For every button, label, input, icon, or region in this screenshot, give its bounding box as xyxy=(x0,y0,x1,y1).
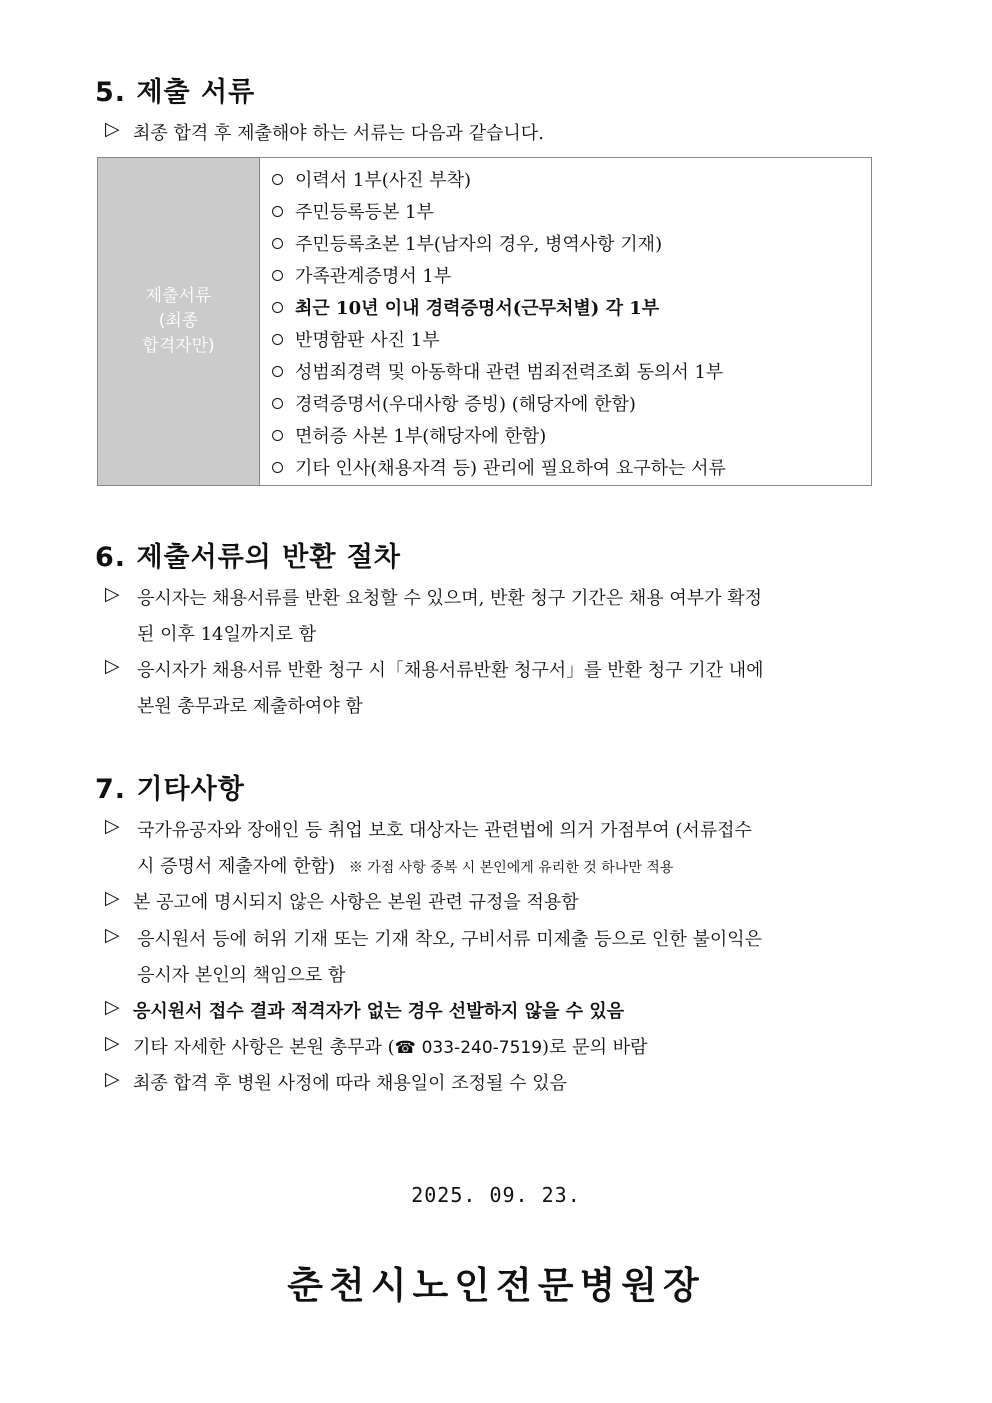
triangle-bullet-icon: ▷ xyxy=(105,1068,120,1090)
triangle-bullet-icon: ▷ xyxy=(105,996,120,1018)
circle-bullet-icon xyxy=(272,398,283,409)
section-5-intro: 최종 합격 후 제출해야 하는 서류는 다음과 같습니다. xyxy=(133,123,544,144)
document-item xyxy=(272,357,871,389)
document-item-text: 면허증 사본 1부(해당자에 한함) xyxy=(295,426,547,447)
documents-table xyxy=(97,157,872,486)
triangle-bullet-icon: ▷ xyxy=(105,655,120,677)
circle-bullet-icon xyxy=(272,206,283,217)
documents-label-text: 제출서류 (최종 합격자만) xyxy=(142,286,215,356)
s7-bullet-1-line-2a: 시 증명서 제출자에 한함) xyxy=(137,856,336,877)
document-item xyxy=(272,165,871,197)
s7-bullet-3-line-2: 응시자 본인의 책임으로 함 xyxy=(137,965,346,986)
s7-bullet-1-line-1: 국가유공자와 장애인 등 취업 보호 대상자는 관련법에 의거 가점부여 (서류접수 xyxy=(137,820,752,841)
triangle-bullet-icon: ▷ xyxy=(105,815,120,837)
phone-number: 033-240-7519 xyxy=(421,1038,543,1058)
section-6-heading: 6. 제출서류의 반환 절차 xyxy=(95,542,401,573)
circle-bullet-icon xyxy=(272,366,283,377)
triangle-bullet-icon: ▷ xyxy=(105,118,120,140)
document-item xyxy=(272,389,871,421)
s6-bullet-1-line-1: 응시자는 채용서류를 반환 요청할 수 있으며, 반환 청구 기간은 채용 여부가 확정 xyxy=(137,588,763,609)
circle-bullet-icon xyxy=(272,462,283,473)
section-7-heading: 7. 기타사항 xyxy=(95,774,245,805)
circle-bullet-icon xyxy=(272,302,283,313)
phone-icon: ☎ xyxy=(394,1038,416,1058)
s6-bullet-2-line-1: 응시자가 채용서류 반환 청구 시「채용서류반환 청구서」를 반환 청구 기간 내에 xyxy=(137,660,764,681)
s7-bullet-1-line-2 xyxy=(137,852,673,878)
s7-bullet-5 xyxy=(133,1033,647,1059)
document-item-text: 최근 10년 이내 경력증명서(근무처별) 각 1부 xyxy=(295,298,660,319)
s7-bullet-3-line-1: 응시원서 등에 허위 기재 또는 기재 착오, 구비서류 미제출 등으로 인한 불이익은 xyxy=(137,929,763,950)
triangle-bullet-icon: ▷ xyxy=(105,1032,120,1054)
documents-list xyxy=(260,158,872,486)
circle-bullet-icon xyxy=(272,270,283,281)
circle-bullet-icon xyxy=(272,174,283,185)
section-5-heading: 5. 제출 서류 xyxy=(95,77,256,108)
s7-bullet-2: 본 공고에 명시되지 않은 사항은 본원 관련 규정을 적용함 xyxy=(133,892,579,913)
document-date: 2025. 09. 23. xyxy=(411,1183,581,1207)
document-item-text: 가족관계증명서 1부 xyxy=(295,266,452,287)
document-item xyxy=(272,325,871,357)
s7-bullet-5-pre: 기타 자세한 사항은 본원 총무과 ( xyxy=(133,1037,395,1058)
s7-bullet-5-post: )로 문의 바람 xyxy=(542,1037,648,1058)
document-item xyxy=(272,197,871,229)
s6-bullet-2-line-2: 본원 총무과로 제출하여야 함 xyxy=(137,696,363,717)
document-item-text: 주민등록등본 1부 xyxy=(295,202,434,223)
document-item-text: 경력증명서(우대사항 증빙) (해당자에 한함) xyxy=(295,394,636,415)
s7-bullet-4: 응시원서 접수 결과 적격자가 없는 경우 선발하지 않을 수 있음 xyxy=(133,1001,625,1022)
document-item-text: 기타 인사(채용자격 등) 관리에 필요하여 요구하는 서류 xyxy=(295,458,726,479)
document-item-text: 반명함판 사진 1부 xyxy=(295,330,440,351)
document-item-text: 성범죄경력 및 아동학대 관련 범죄전력조회 동의서 1부 xyxy=(295,362,724,383)
document-item-text: 주민등록초본 1부(남자의 경우, 병역사항 기재) xyxy=(295,234,663,255)
circle-bullet-icon xyxy=(272,334,283,345)
s7-bullet-1-note: ※ 가점 사항 중복 시 본인에게 유리한 것 하나만 적용 xyxy=(348,860,674,876)
s7-bullet-6: 최종 합격 후 병원 사정에 따라 채용일이 조정될 수 있음 xyxy=(133,1073,568,1094)
circle-bullet-icon xyxy=(272,238,283,249)
triangle-bullet-icon: ▷ xyxy=(105,924,120,946)
document-item xyxy=(272,293,871,325)
triangle-bullet-icon: ▷ xyxy=(105,887,120,909)
signature: 춘천시노인전문병원장 xyxy=(287,1264,705,1307)
circle-bullet-icon xyxy=(272,430,283,441)
document-item xyxy=(272,261,871,293)
document-item xyxy=(272,453,871,485)
documents-table-label xyxy=(98,158,260,486)
document-item xyxy=(272,421,871,453)
s6-bullet-1-line-2: 된 이후 14일까지로 함 xyxy=(137,624,317,645)
triangle-bullet-icon: ▷ xyxy=(105,583,120,605)
document-item xyxy=(272,229,871,261)
document-item-text: 이력서 1부(사진 부착) xyxy=(295,170,472,191)
